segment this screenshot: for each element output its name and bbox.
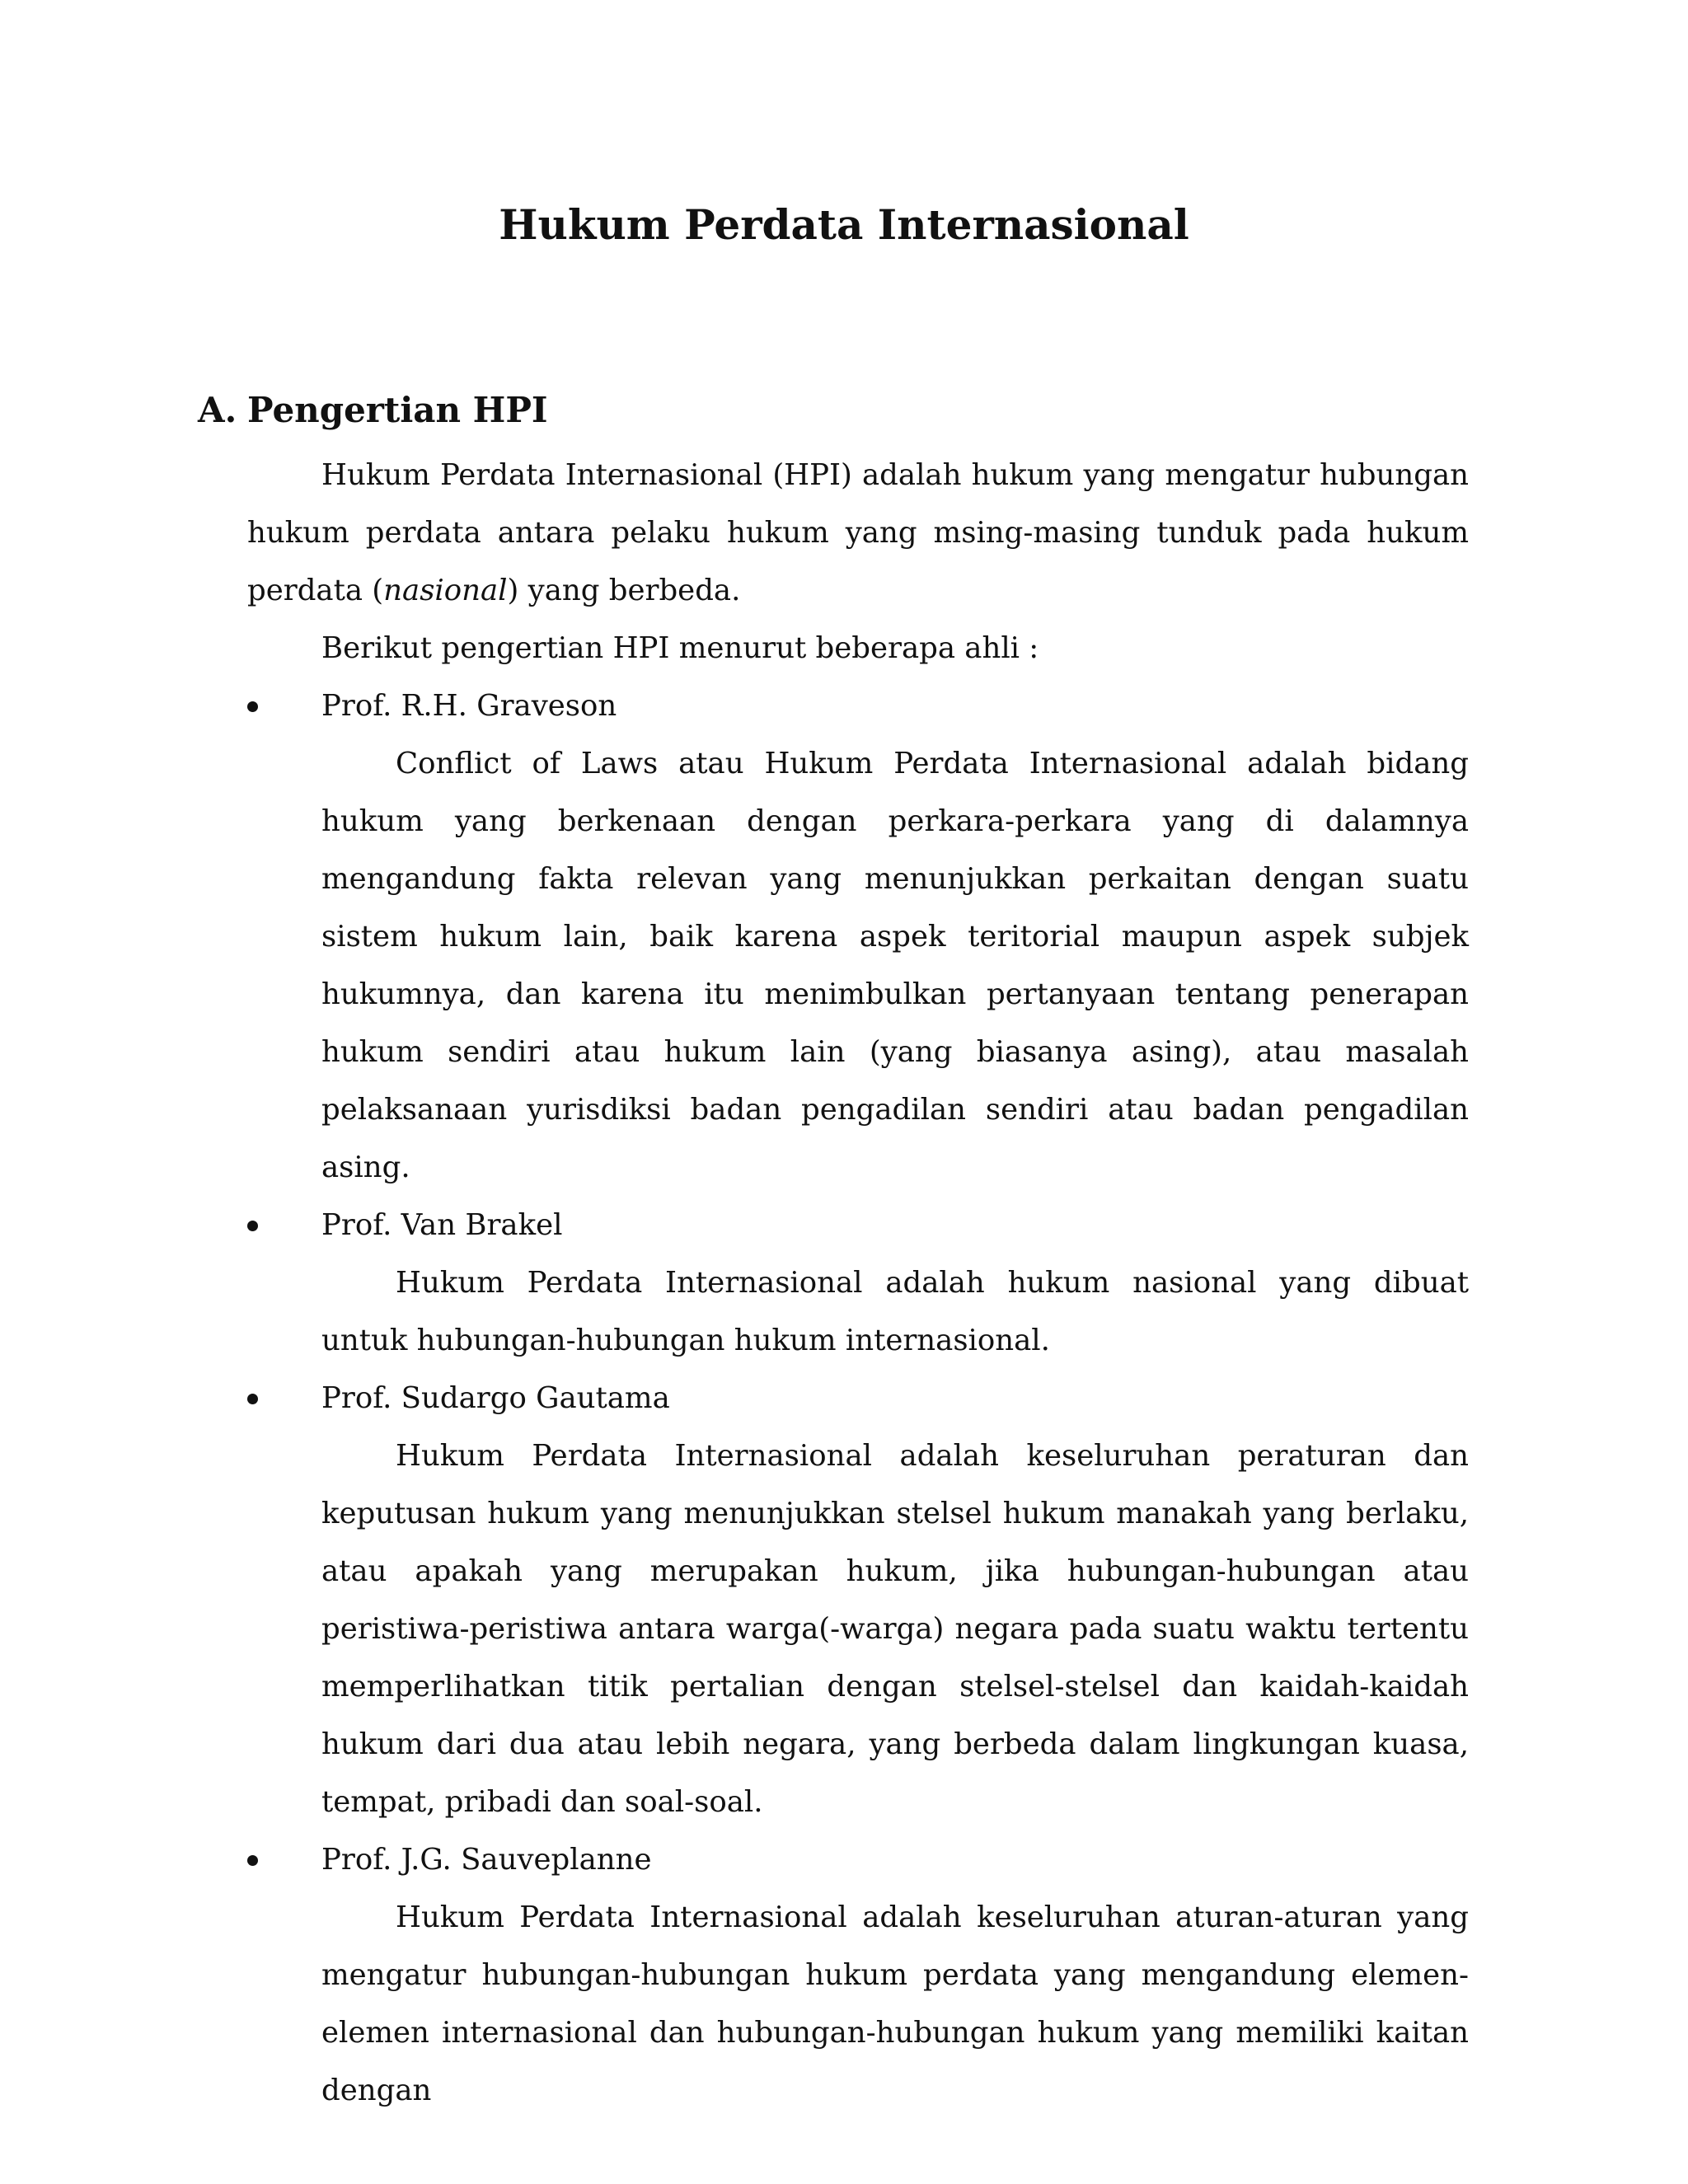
bullet-icon bbox=[247, 1370, 272, 1427]
list-item bbox=[247, 677, 1469, 1197]
intro-italic-term: nasional bbox=[383, 574, 508, 607]
expert-definition: Hukum Perdata Internasional adalah hukum nasional yang dibuat untuk hubungan-hubungan hukum internasional. bbox=[321, 1266, 1469, 1357]
expert-name: Prof. Sudargo Gautama bbox=[321, 1381, 670, 1415]
intro-text-start: Hukum Perdata Internasional (HPI) adalah hukum yang mengatur hubungan hukum perdata antara pelaku hukum yang msing-masing tunduk pada hukum perdata ( bbox=[247, 458, 1469, 607]
experts-list bbox=[247, 677, 1469, 2120]
expert-definition: Hukum Perdata Internasional adalah keseluruhan peraturan dan keputusan hukum yang menunjukkan stelsel hukum manakah yang berlaku, atau apakah yang merupakan hukum, jika hubungan-hubungan atau peristiwa-peristiwa antara warga(-warga) negara pada suatu waktu tertentu memperlihatkan titik pertalian dengan stelsel-stelsel dan kaidah-kaidah hukum dari dua atau lebih negara, yang berbeda dalam lingkungan kuasa, tempat, pribadi dan soal-soal. bbox=[321, 1439, 1469, 1819]
expert-name: Prof. R.H. Graveson bbox=[321, 689, 617, 723]
expert-definition: Conflict of Laws atau Hukum Perdata Internasional adalah bidang hukum yang berkenaan dengan perkara-perkara yang di dalamnya mengandung fakta relevan yang menunjukkan perkaitan dengan suatu sistem hukum lain, baik karena aspek teritorial maupun aspek subjek hukumnya, dan karena itu menimbulkan pertanyaan tentang penerapan hukum sendiri atau hukum lain (yang biasanya asing), atau masalah pelaksanaan yurisdiksi badan pengadilan sendiri atau badan pengadilan asing. bbox=[321, 747, 1469, 1184]
expert-name: Prof. J.G. Sauveplanne bbox=[321, 1843, 652, 1877]
section-letter: A. bbox=[198, 390, 237, 430]
list-item bbox=[247, 1197, 1469, 1370]
list-item bbox=[247, 1370, 1469, 1831]
list-item bbox=[247, 1831, 1469, 2120]
expert-name: Prof. Van Brakel bbox=[321, 1208, 563, 1242]
bullet-icon bbox=[247, 1831, 272, 1889]
experts-intro: Berikut pengertian HPI menurut beberapa ahli : bbox=[321, 631, 1039, 665]
expert-definition: Hukum Perdata Internasional adalah keseluruhan aturan-aturan yang mengatur hubungan-hubungan hukum perdata yang mengandung elemen-elemen internasional dan hubungan-hubungan hukum yang memiliki kaitan dengan bbox=[321, 1900, 1469, 2107]
section-heading-text: Pengertian HPI bbox=[247, 390, 548, 430]
bullet-icon bbox=[247, 1197, 272, 1254]
intro-text-end: ) yang berbeda. bbox=[507, 574, 741, 607]
document-title: Hukum Perdata Internasional bbox=[499, 200, 1189, 249]
bullet-icon bbox=[247, 677, 272, 735]
section-heading bbox=[198, 386, 548, 435]
intro-paragraph bbox=[247, 447, 1469, 620]
section-body bbox=[247, 447, 1469, 2120]
